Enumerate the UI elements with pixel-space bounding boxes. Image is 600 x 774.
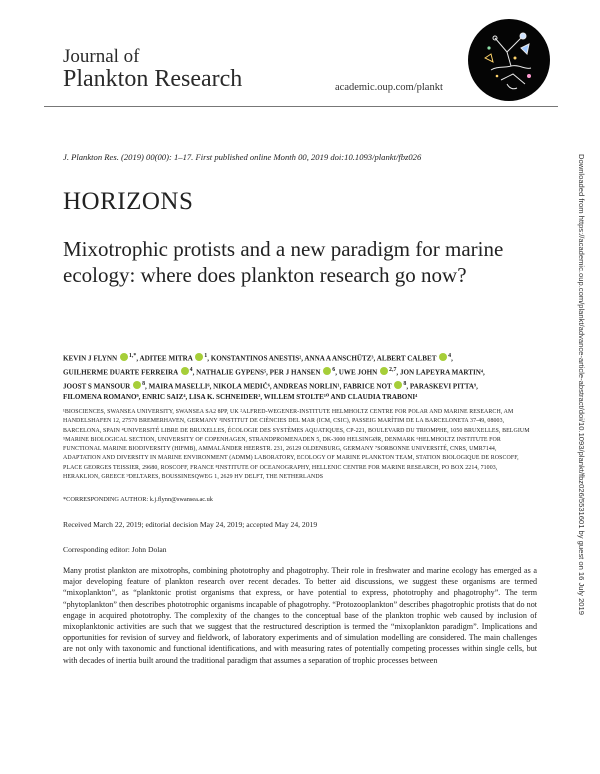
author-text: JOOST S MANSOUR — [63, 381, 131, 390]
corresponding-author[interactable]: *CORRESPONDING AUTHOR: k.j.flynn@swansea.ac.uk — [63, 496, 213, 503]
author-superscript: 1 — [204, 353, 208, 359]
author-text: , KONSTANTINOS ANESTIS², ANNA A ANSCHÜTZ³, ALBERT CALBET — [207, 354, 437, 363]
author-text: , — [451, 354, 453, 363]
author-text: , UWE JOHN — [335, 368, 378, 377]
author-superscript: 4 — [448, 353, 452, 359]
author-line-2 — [63, 365, 535, 379]
citation-line: J. Plankton Res. (2019) 00(00): 1–17. First published online Month 00, 2019 doi:10.1093/plankt/fbz026 — [63, 152, 422, 162]
affiliations: ¹BIOSCIENCES, SWANSEA UNIVERSITY, SWANSEA SA2 8PP, UK ²ALFRED-WEGENER-INSTITUTE HELMHOLTZ CENTRE FOR POLAR AND MARINE RESEARCH, AM HANDELSHAFEN 12, 27570 BREMERHAVEN, GERMANY ³INSTITUT DE CIÈNCIES DEL MAR (ICM, CSIC), PASSEIG MARÍTIM DE LA BARCELONETA 37-49, 08003, BARCELONA, SPAIN ⁴UNIVERSITÉ LIBRE DE BRUXELLES, ÉCOLOGIE DES SYSTÈMES AQUATIQUES, CP-221, BOULEVARD DU TRIOMPHE, 1050 BRUXELLES, BELGIUM ⁵MARINE BIOLOGICAL SECTION, UNIVERSITY OF COPENHAGEN, STRANDPROMENADEN 5, DK-3000 HELSINGØR, DENMARK ⁶HELMHOLTZ INSTITUTE FOR FUNCTIONAL MARINE BIODIVERSITY (HIFMB), AMMALÄNDER HEERSTR. 231, 26129 OLDENBURG, GERMANY ⁷SORBONNE UNIVERSITÉ, CNRS, UMR7144, ADAPTATION AND DIVERSITY IN MARINE ENVIRONMENT (ADMM) LABORATORY, ECOLOGY OF MARINE PLANKTON TEAM, STATION BIOLOGIQUE DE ROSCOFF, PLACE GEORGES TEISSIER, 29680, ROSCOFF, FRANCE ⁸INSTITUTE OF OCEANOGRAPHY, HELLENIC CENTRE FOR MARINE RESEARCH, PO BOX 2214, 71003, HERAKLION, GREECE ⁹DELTARES, BOUSSINESQWEG 1, 2629 HV DELFT, THE NETHERLANDS — [63, 409, 530, 481]
orcid-icon[interactable] — [195, 353, 203, 361]
author-list — [63, 351, 535, 404]
journal-url[interactable]: academic.oup.com/plankt — [335, 82, 443, 93]
author-superscript: 8 — [142, 380, 146, 387]
header-divider — [44, 106, 558, 107]
article-title: Mixotrophic protists and a new paradigm for marine ecology: where does plankton research go now? — [63, 237, 504, 287]
section-label: HORIZONS — [63, 188, 194, 215]
author-line-4: FILOMENA ROMANO⁹, ENRIC SAIZ⁴, LISA K. SCHNEIDER³, WILLEM STOLTE¹⁰ AND CLAUDIA TRABONI⁴ — [63, 393, 418, 402]
download-watermark: Downloaded from https://academic.oup.com/plankt/advance-article-abstract/doi/10.1093/plankt/fbz026/5531601 by guest on 16 July 2019 — [577, 154, 586, 615]
author-text: GUILHERME DUARTE FERREIRA — [63, 368, 178, 377]
author-superscript: 2,7 — [389, 366, 397, 373]
author-text: , JON LAPEYRA MARTIN⁴, — [396, 368, 485, 377]
orcid-icon[interactable] — [439, 353, 447, 361]
author-superscript: 6 — [332, 366, 336, 373]
orcid-icon[interactable] — [394, 381, 402, 389]
author-text: KEVIN J FLYNN — [63, 354, 118, 363]
author-text: , NATHALIE GYPENS⁵, PER J HANSEN — [192, 368, 321, 377]
journal-name-line2: Plankton Research — [63, 66, 243, 92]
orcid-icon[interactable] — [181, 367, 189, 375]
received-dates: Received March 22, 2019; editorial decision May 24, 2019; accepted May 24, 2019 — [63, 520, 318, 529]
author-text: , MAIRA MASELLI⁶, NIKOLA MEDIĆ⁶, ANDREAS NORLIN¹, FABRICE NOT — [145, 381, 392, 390]
author-text: , PARASKEVI PITTA⁹, — [406, 381, 478, 390]
journal-name-line1: Journal of — [63, 46, 140, 67]
author-line-1 — [63, 351, 535, 365]
orcid-icon[interactable] — [380, 367, 388, 375]
author-superscript: 8 — [403, 380, 407, 387]
author-superscript: 1,* — [128, 353, 137, 359]
author-text: , ADITEE MITRA — [136, 354, 193, 363]
orcid-icon[interactable] — [323, 367, 331, 375]
author-line-3 — [63, 379, 535, 393]
plankton-logo-icon — [467, 18, 551, 102]
orcid-icon[interactable] — [133, 381, 141, 389]
orcid-icon[interactable] — [120, 353, 128, 361]
author-superscript: 4 — [189, 366, 193, 373]
abstract-text: Many protist plankton are mixotrophs, combining phototrophy and phagotrophy. Their role in freshwater and marine ecology has emerged as a major developing feature of plankton research over recent decades. To better aid discussions, we suggest these organisms are termed “mixoplankton”, as “planktonic protist organisms that express, or have potential to express, phototrophy and phagotrophy”. The term “phytoplankton” then describes phototrophic organisms incapable of phagotrophy. “Protozooplankton” describes phagotrophic protists that do not engage in acquired phototrophy. The complexity of the changes to the conceptual base of the plankton trophic web caused by inclusion of mixoplanktonic activities are such that we suggest that the restructured description is termed the “mixoplankton paradigm”. Implications and opportunities for revision of survey and fieldwork, of laboratory experiments and of simulation modelling are considered. The main challenges are not only with taxonomic and functional identifications, and with measuring rates of potentially competing processes within single cells, but with decades of inertia built around the traditional paradigm that assumes a separation of trophic processes between — [63, 566, 537, 665]
corresponding-editor: Corresponding editor: John Dolan — [63, 545, 167, 554]
